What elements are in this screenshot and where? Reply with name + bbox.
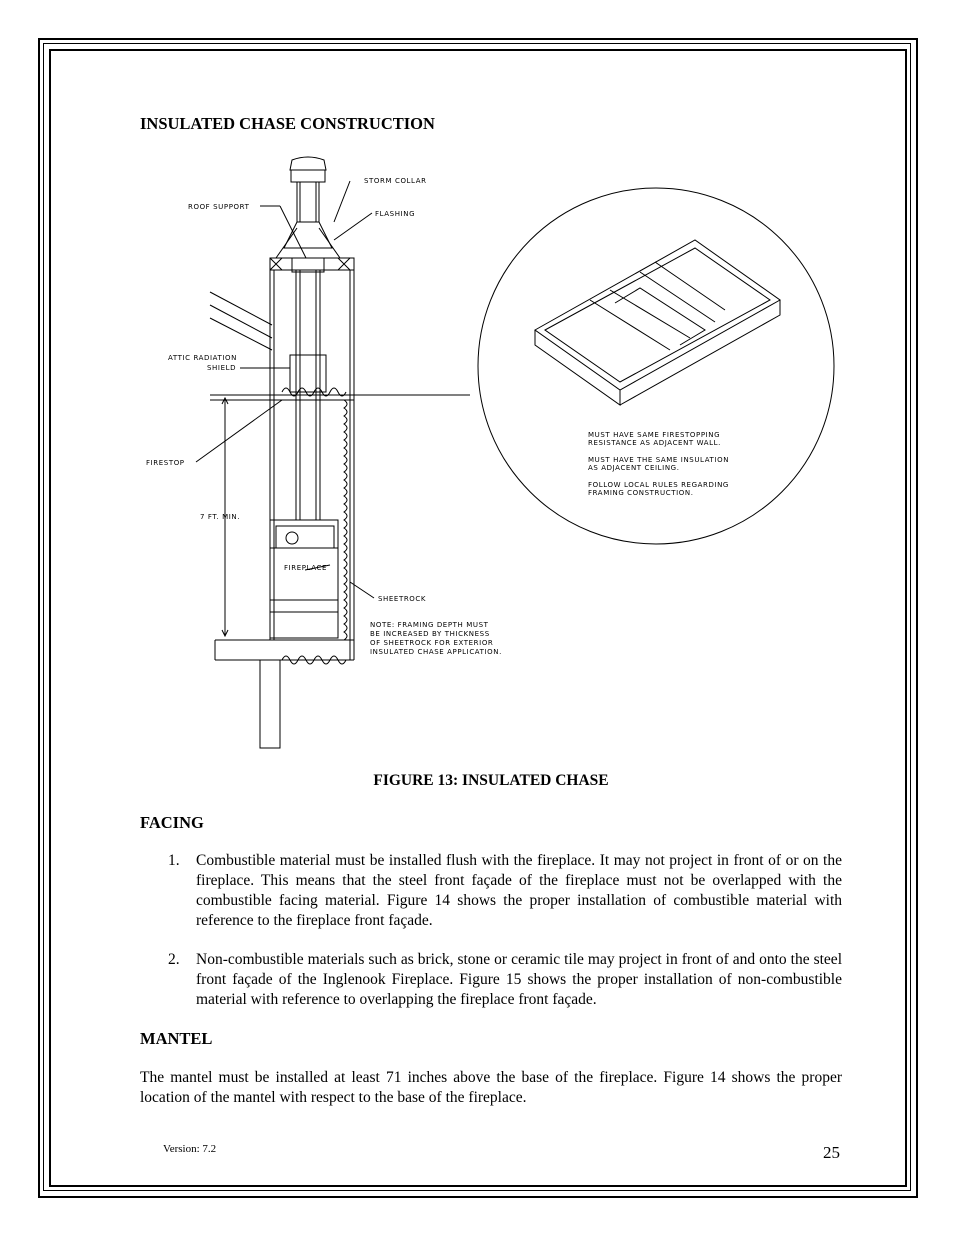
mantel-text: The mantel must be installed at least 71 inches above the base of the fireplace. Figure 14 shows the proper location of the mantel with respect to the base of the fireplace. — [140, 1069, 842, 1106]
page-number: 25 — [823, 1143, 840, 1162]
facing-item-2-text: Non-combustible materials such as brick, stone or ceramic tile may project in front of and onto the steel front façade of the Inglenook Fireplace. Figure 15 shows the proper installation of non-combustible material with reference to overlapping the fireplace front façade. — [196, 951, 842, 1008]
label-detail-1: MUST HAVE SAME FIRESTOPPING — [588, 431, 721, 439]
label-min-height: 7 FT. MIN. — [200, 513, 241, 521]
label-detail-6: FRAMING CONSTRUCTION. — [588, 489, 694, 497]
label-flashing: FLASHING — [375, 210, 416, 218]
label-detail-3: MUST HAVE THE SAME INSULATION — [588, 456, 730, 464]
label-fireplace: FIREPLACE — [284, 564, 328, 572]
label-detail-4: AS ADJACENT CEILING. — [588, 464, 680, 472]
label-roof-support: ROOF SUPPORT — [188, 203, 250, 211]
facing-item-1-number: 1. — [168, 852, 180, 869]
label-detail-2: RESISTANCE AS ADJACENT WALL. — [588, 439, 721, 447]
figure-caption: FIGURE 13: INSULATED CHASE — [373, 772, 609, 789]
facing-title: FACING — [140, 813, 204, 832]
label-sheetrock: SHEETROCK — [378, 595, 427, 603]
label-detail-5: FOLLOW LOCAL RULES REGARDING — [588, 481, 729, 489]
label-note-2: BE INCREASED BY THICKNESS — [370, 630, 490, 638]
facing-item-2-number: 2. — [168, 951, 180, 968]
label-note-3: OF SHEETROCK FOR EXTERIOR — [370, 639, 494, 647]
label-attic-shield-2: SHIELD — [207, 364, 237, 372]
label-firestop: FIRESTOP — [146, 459, 185, 467]
section-title: INSULATED CHASE CONSTRUCTION — [140, 114, 435, 133]
label-note-4: INSULATED CHASE APPLICATION. — [370, 648, 502, 656]
label-note-1: NOTE: FRAMING DEPTH MUST — [370, 621, 489, 629]
facing-item-1-text: Combustible material must be installed flush with the fireplace. It may not project in front of or on the fireplace. This means that the steel front façade of the fireplace must not be overlapped with the combustible facing material. Figure 14 shows the proper installation of combustible material with reference to the fireplace front façade. — [196, 852, 842, 929]
label-storm-collar: STORM COLLAR — [364, 177, 427, 185]
mantel-title: MANTEL — [140, 1029, 213, 1048]
version-label: Version: 7.2 — [163, 1143, 217, 1155]
label-attic-shield-1: ATTIC RADIATION — [168, 354, 238, 362]
